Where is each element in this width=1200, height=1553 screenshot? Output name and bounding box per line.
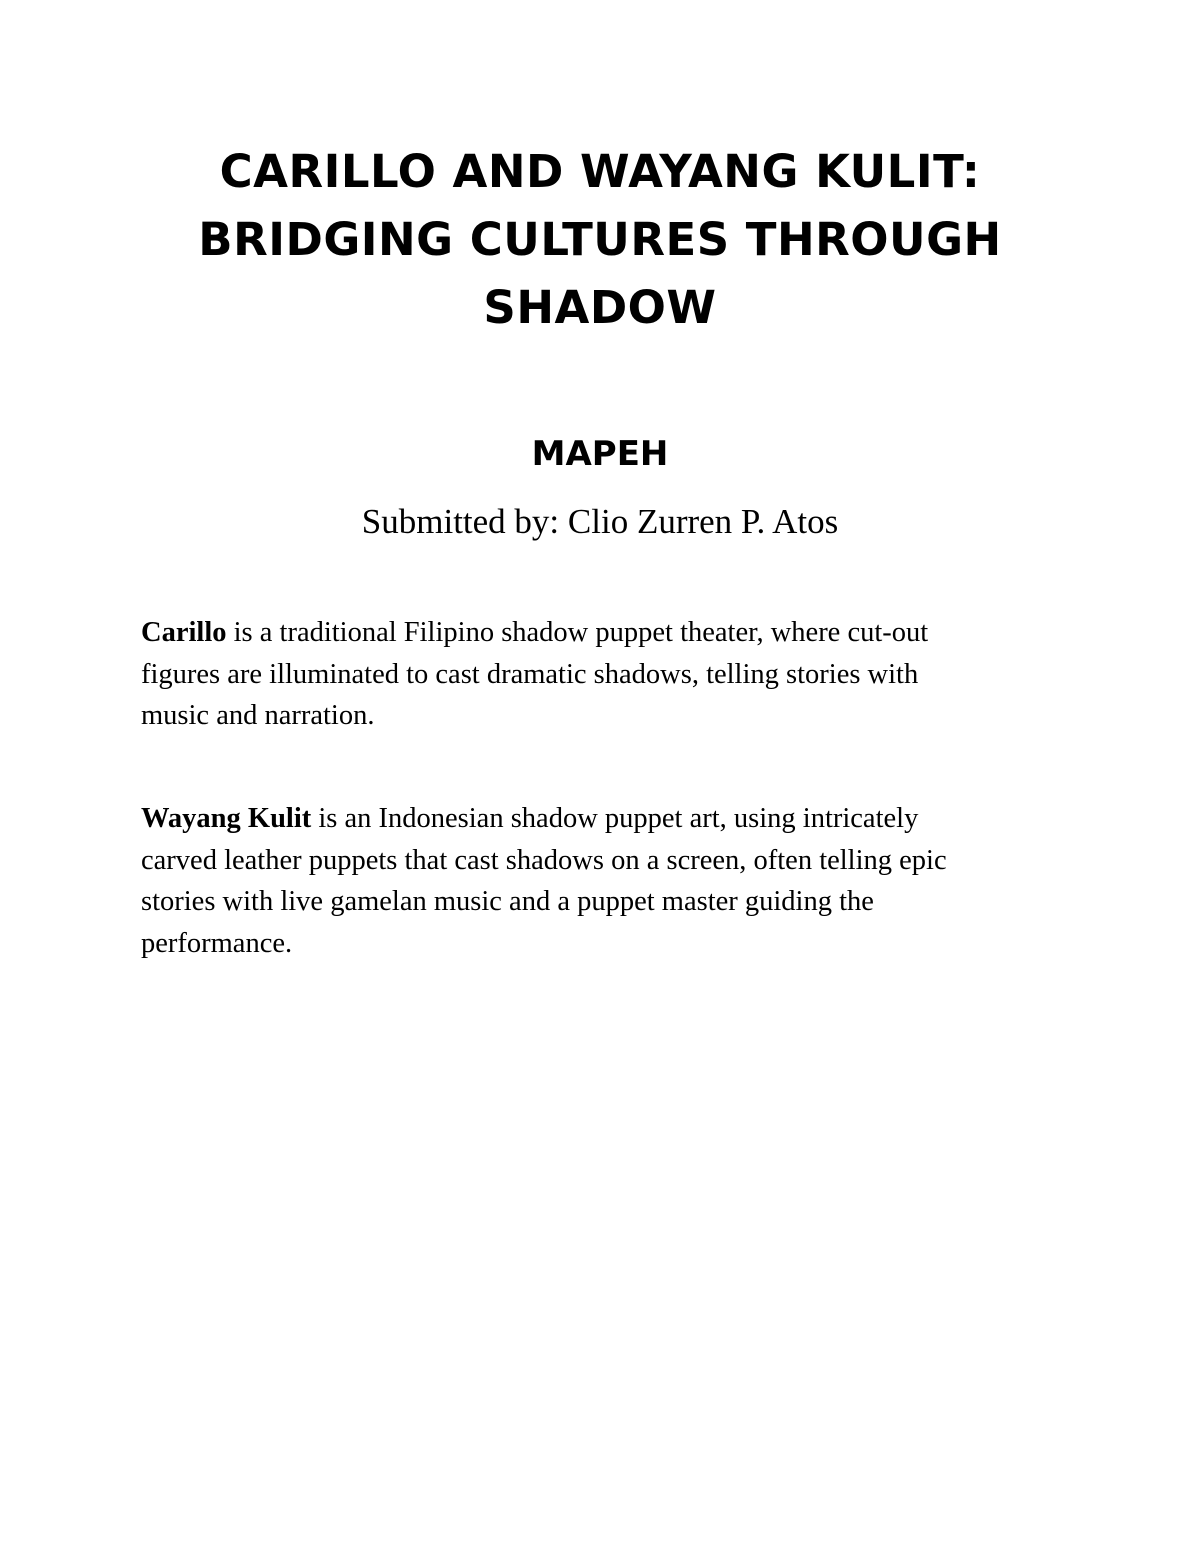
title-line-3: SHADOW [483,281,717,334]
paragraph-line: performance. [141,927,293,959]
paragraph-line [141,612,1061,654]
term-wayang-kulit: Wayang Kulit [141,803,312,834]
subject-heading: MAPEH [531,434,669,474]
paragraph-wayang-kulit [141,798,1061,964]
document-title [100,138,1100,342]
paragraph-line: stories with live gamelan music and a puppet master guiding the [141,886,874,917]
term-carillo: Carillo [141,617,227,648]
paragraph-text: is an Indonesian shadow puppet art, using intricately [311,803,919,834]
paragraph-line: music and narration. [141,700,375,731]
paragraph-line: figures are illuminated to cast dramatic shadows, telling stories with [141,658,919,690]
title-line-2: BRIDGING CULTURES THROUGH [198,213,1002,266]
submitted-by-line: Submitted by: Clio Zurren P. Atos [361,502,839,541]
paragraph-carillo [141,612,1061,737]
title-line-1: CARILLO AND WAYANG KULIT: [219,145,981,198]
paragraph-line [141,798,1061,840]
paragraph-line: carved leather puppets that cast shadows on a screen, often telling epic [141,844,947,876]
paragraph-text: is a traditional Filipino shadow puppet theater, where cut-out [226,617,929,648]
